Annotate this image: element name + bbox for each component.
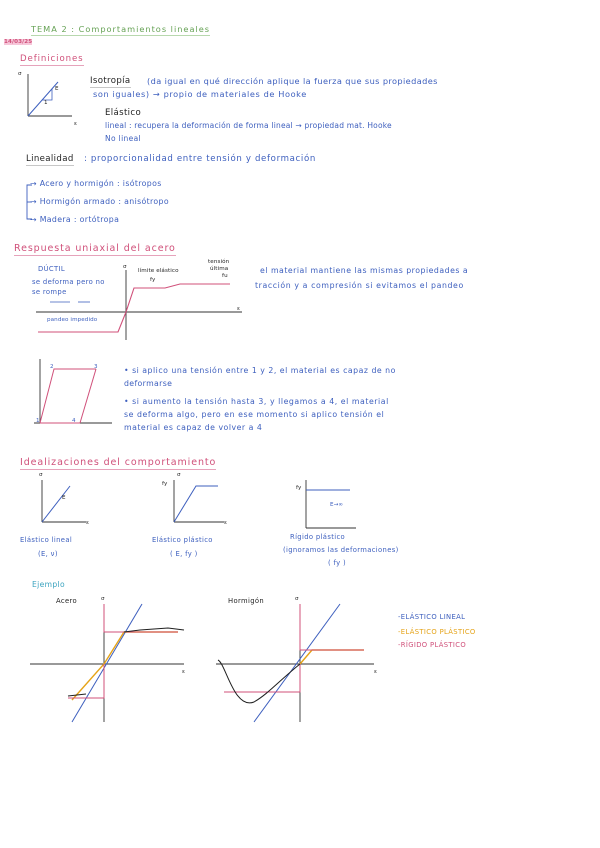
b1-line2: deformarse — [124, 379, 173, 388]
elastico-term: Elástico — [105, 108, 142, 118]
legend-elastico-plastico: -ELÁSTICO PLÁSTICO — [398, 628, 476, 636]
slope-1-label: 1 — [44, 100, 48, 106]
ep-fy: fy — [162, 481, 168, 487]
b2-line3: material es capaz de volver a 4 — [124, 423, 263, 432]
resp-desc-line1: el material mantiene las mismas propiedades a — [260, 266, 469, 275]
page-title: TEMA 2 : Comportamientos lineales — [31, 24, 211, 34]
el-eps: ε — [86, 520, 90, 526]
el-E: E — [62, 495, 66, 501]
legend-rigido-plastico: -RÍGIDO PLÁSTICO — [398, 641, 467, 649]
ductil-desc2: se rompe — [32, 288, 67, 296]
point-4: 4 — [72, 418, 76, 424]
axis-sigma-label: σ — [18, 71, 22, 77]
ductil-label: DÚCTIL — [38, 265, 65, 273]
ideal-elastic-linear — [36, 476, 92, 528]
tension-ultima-label2: última — [210, 266, 229, 272]
acero-label: Acero — [56, 597, 78, 605]
ideal-elastic-plastic — [168, 476, 232, 528]
pandeo-label: pandeo impedido — [47, 317, 98, 323]
legend-elastico-lineal: -ELÁSTICO LINEAL — [398, 613, 466, 621]
section-definiciones-title: Definiciones — [20, 54, 84, 64]
resp-desc-line2: tracción y a compresión si evitamos el pandeo — [255, 281, 464, 290]
elastico-lineal-params: (E, ν) — [38, 550, 58, 558]
section-idealizaciones-title: Idealizaciones del comportamiento — [20, 457, 217, 468]
elastico-plastico-params: ( E, fy ) — [170, 550, 198, 558]
b2-line2: se deforma algo, pero en ese momento si aplico tensión el — [124, 410, 385, 419]
ejemplo-title: Ejemplo — [32, 580, 66, 589]
elastico-plastico-label: Elástico plástico — [152, 536, 213, 544]
section-respuesta-title: Respuesta uniaxial del acero — [14, 243, 176, 254]
lineal-line2: No lineal — [105, 134, 141, 143]
elastic-line — [28, 82, 58, 116]
fu-label: fu — [222, 273, 228, 279]
point-2: 2 — [50, 364, 54, 370]
hormigon-label: Hormigón — [228, 597, 265, 605]
example-hormigon-chart — [214, 597, 378, 728]
axis-eps-label: ε — [74, 121, 78, 127]
acero-eps: ε — [182, 669, 186, 675]
fy-label: fy — [150, 277, 156, 283]
rigido-plastico-label: Rígido plástico — [290, 533, 346, 541]
hormigon-eps: ε — [374, 669, 378, 675]
linealidad-term: Linealidad — [26, 154, 74, 164]
rp-einf: E→∞ — [330, 502, 344, 508]
ep-sigma: σ — [177, 472, 181, 478]
slope-E-label: E — [55, 86, 59, 92]
rp-fy: fy — [296, 485, 302, 491]
tension-ultima-label1: tensión — [208, 259, 230, 265]
bullet-madera: → Madera : ortótropa — [30, 215, 120, 224]
rigido-plastico-params: ( fy ) — [328, 559, 347, 567]
hooke-axes-diagram — [20, 72, 80, 128]
point-3: 3 — [94, 364, 98, 370]
b1-line1: • si aplico una tensión entre 1 y 2, el material es capaz de no — [124, 366, 396, 375]
lineal-line1: lineal : recupera la deformación de forma lineal → propiedad mat. Hooke — [105, 121, 392, 130]
el-sigma: σ — [39, 472, 43, 478]
isotropia-def-line2: son iguales) → propio de materiales de Hooke — [93, 89, 307, 99]
b2-line1: • si aumento la tensión hasta 3, y llegamos a 4, el material — [124, 397, 389, 406]
limite-elastico-label: límite elástico — [138, 268, 179, 274]
example-acero-chart — [28, 597, 192, 728]
acero-sigma: σ — [101, 596, 105, 602]
point-1: 1 — [36, 418, 40, 424]
elastico-lineal-label: Elástico lineal — [20, 536, 73, 544]
date-badge: 14/03/25 — [4, 39, 33, 45]
hormigon-sigma: σ — [295, 596, 299, 602]
rigido-plastico-note: (ignoramos las deformaciones) — [283, 546, 399, 554]
ductil-desc1: se deforma pero no — [32, 278, 105, 286]
ep-eps: ε — [224, 520, 228, 526]
isotropia-def-line1: (da igual en qué dirección aplique la fuerza que sus propiedades — [147, 76, 438, 86]
bullet-hormigon-armado: → Hormigón armado : anisótropo — [30, 197, 169, 206]
resp-sigma-label: σ — [123, 264, 127, 270]
bullet-acero: → Acero y hormigón : isótropos — [30, 179, 162, 188]
resp-eps-label: ε — [237, 306, 241, 312]
steel-response-curve — [30, 259, 250, 342]
linealidad-def: : proporcionalidad entre tensión y deformación — [84, 154, 316, 164]
isotropia-term: Isotropía — [90, 76, 131, 86]
